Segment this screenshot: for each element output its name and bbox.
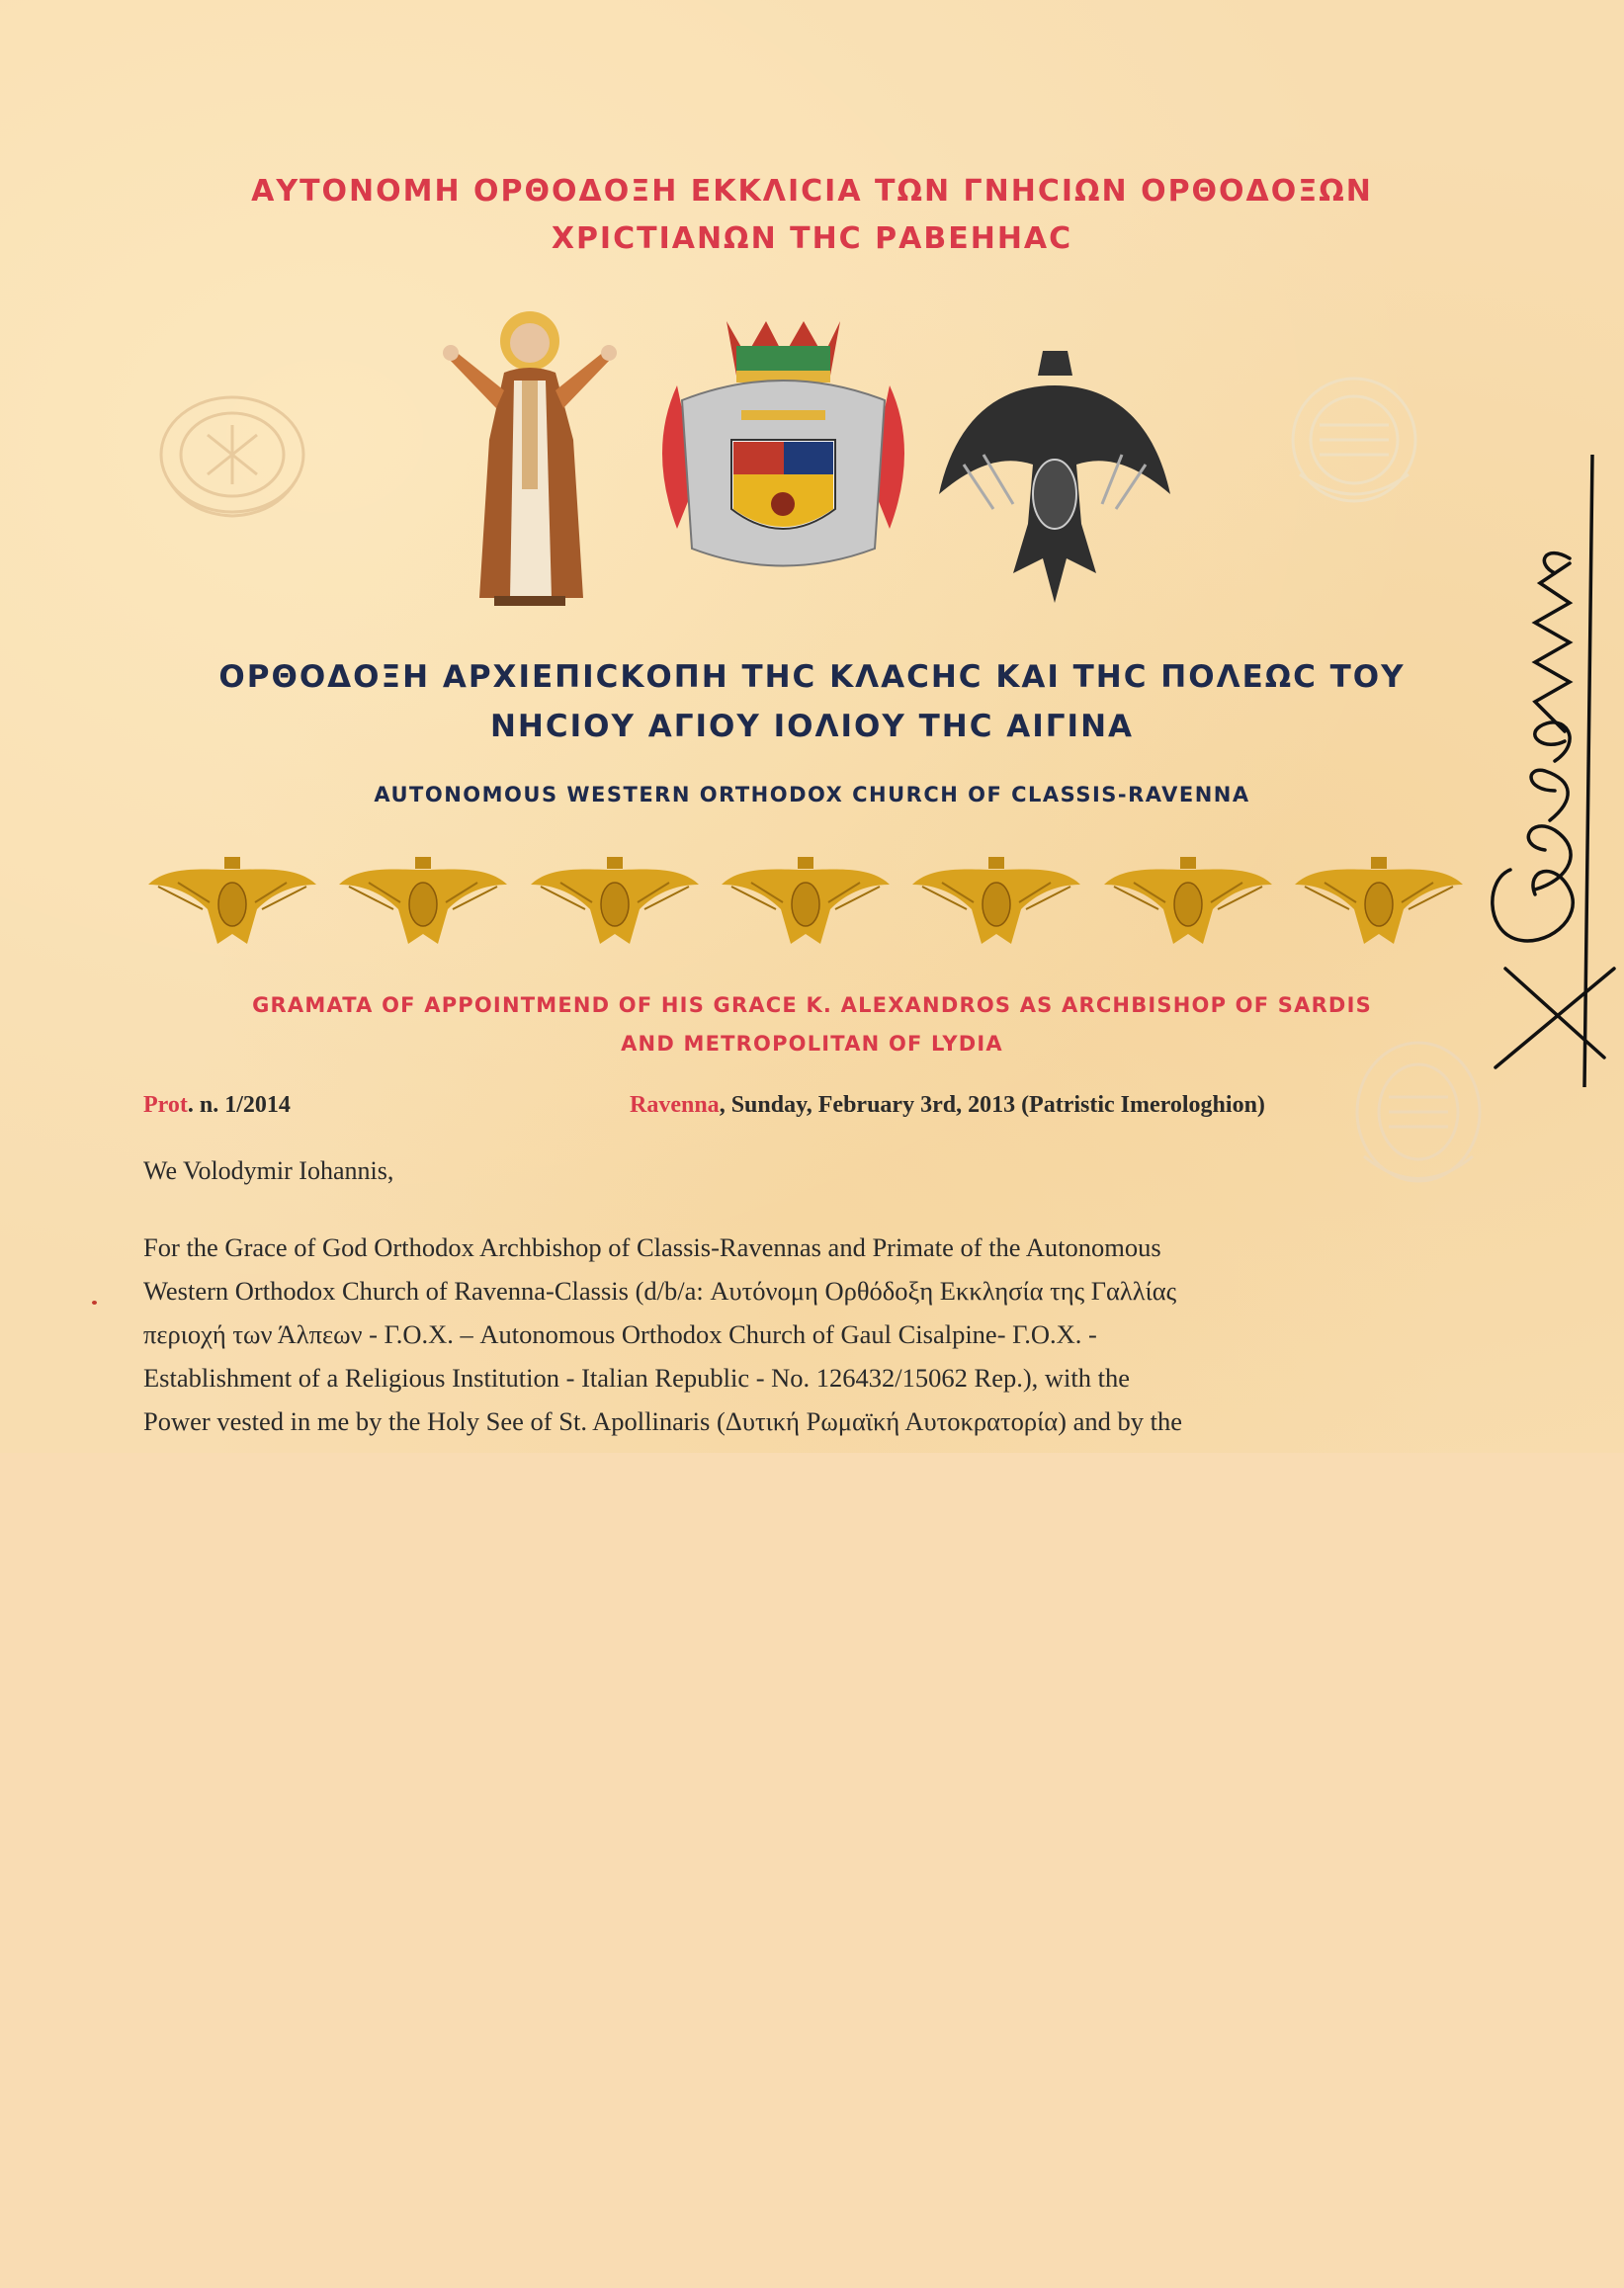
greek-header-line1: ΑΥΤΟΝΟΜΗ ΟΡΘΟΔΟΞΗ ΕΚΚΛΙCΙΑ ΤΩΝ ΓΝΗCΙΩΝ ΟΡΘΟΔΟΞΩΝ <box>251 174 1373 209</box>
archdiocese-english: AUTONOMOUS WESTERN ORTHODOX CHURCH OF CLASSIS-RAVENNA <box>374 783 1250 806</box>
gold-eagle-icon <box>722 855 890 954</box>
archdiocese-greek-line1: ΟΡΘΟΔΟΞΗ ΑΡΧΙΕΠΙCΚΟΠΗ ΤΗC ΚΛΑCΗC ΚΑΙ ΤΗC ΠΟΛΕΩC ΤΟΥ <box>218 659 1406 695</box>
appointment-title-line2: AND METROPOLITAN OF LYDIA <box>621 1032 1003 1056</box>
body-line: περιοχή των Άλπεων - Γ.Ο.Χ. – Autonomous Orthodox Church of Gaul Cisalpine- Γ.Ο.Χ. - <box>143 1319 1097 1349</box>
appointment-title <box>0 986 1624 1063</box>
handwritten-signature <box>1476 455 1624 1087</box>
place: Ravenna <box>630 1092 720 1118</box>
eagles-row <box>148 855 1463 954</box>
coat-of-arms-icon <box>638 301 929 588</box>
gold-eagle-icon <box>1295 855 1463 954</box>
archdiocese-greek <box>0 652 1624 751</box>
body-line: Power vested in me by the Holy See of St. Apollinaris (Δυτική Ρωμαϊκή Αυτοκρατορία) and by the <box>143 1406 1182 1436</box>
protocol-number <box>143 1092 291 1119</box>
body-line: Establishment of a Religious Institution - Italian Republic - No. 126432/15062 Rep.), with the <box>143 1363 1131 1393</box>
gold-eagle-icon <box>148 855 316 954</box>
body-line: For the Grace of God Orthodox Archbishop of Classis-Ravennas and Primate of the Autonomous <box>143 1232 1161 1262</box>
appointment-title-line1: GRAMATA OF APPOINTMEND OF HIS GRACE K. ALEXANDROS AS ARCHBISHOP OF SARDIS <box>252 993 1372 1017</box>
gold-eagle-icon <box>912 855 1080 954</box>
body-paragraph <box>143 1226 1468 1443</box>
saint-figure-icon <box>435 301 633 613</box>
greek-header <box>0 168 1624 263</box>
double-headed-eagle-icon <box>934 346 1176 613</box>
ink-mark <box>92 1301 97 1305</box>
emblems-row <box>0 301 1624 618</box>
protocol-value: . n. 1/2014 <box>187 1092 291 1118</box>
archdiocese-greek-line2: ΝΗCΙΟΥ ΑΓΙΟΥ ΙΟΛΙΟΥ ΤΗC ΑΙΓΙΝΑ <box>489 709 1135 744</box>
protocol-label: Prot <box>143 1092 188 1118</box>
salutation: We Volodymir Iohannis, <box>143 1156 394 1185</box>
greek-header-line2: ΧΡΙCΤΙΑΝΩΝ ΤΗC ΡΑΒΕΗΗΑC <box>551 221 1073 256</box>
body-line: Western Orthodox Church of Ravenna-Classis (d/b/a: Αυτόνομη Ορθόδοξη Εκκλησία της Γαλλίας <box>143 1276 1177 1306</box>
gold-eagle-icon <box>1104 855 1272 954</box>
gold-eagle-icon <box>531 855 699 954</box>
place-and-date <box>630 1092 1265 1119</box>
date: , Sunday, February 3rd, 2013 (Patristic Imerologhion) <box>719 1092 1265 1118</box>
gold-eagle-icon <box>339 855 507 954</box>
